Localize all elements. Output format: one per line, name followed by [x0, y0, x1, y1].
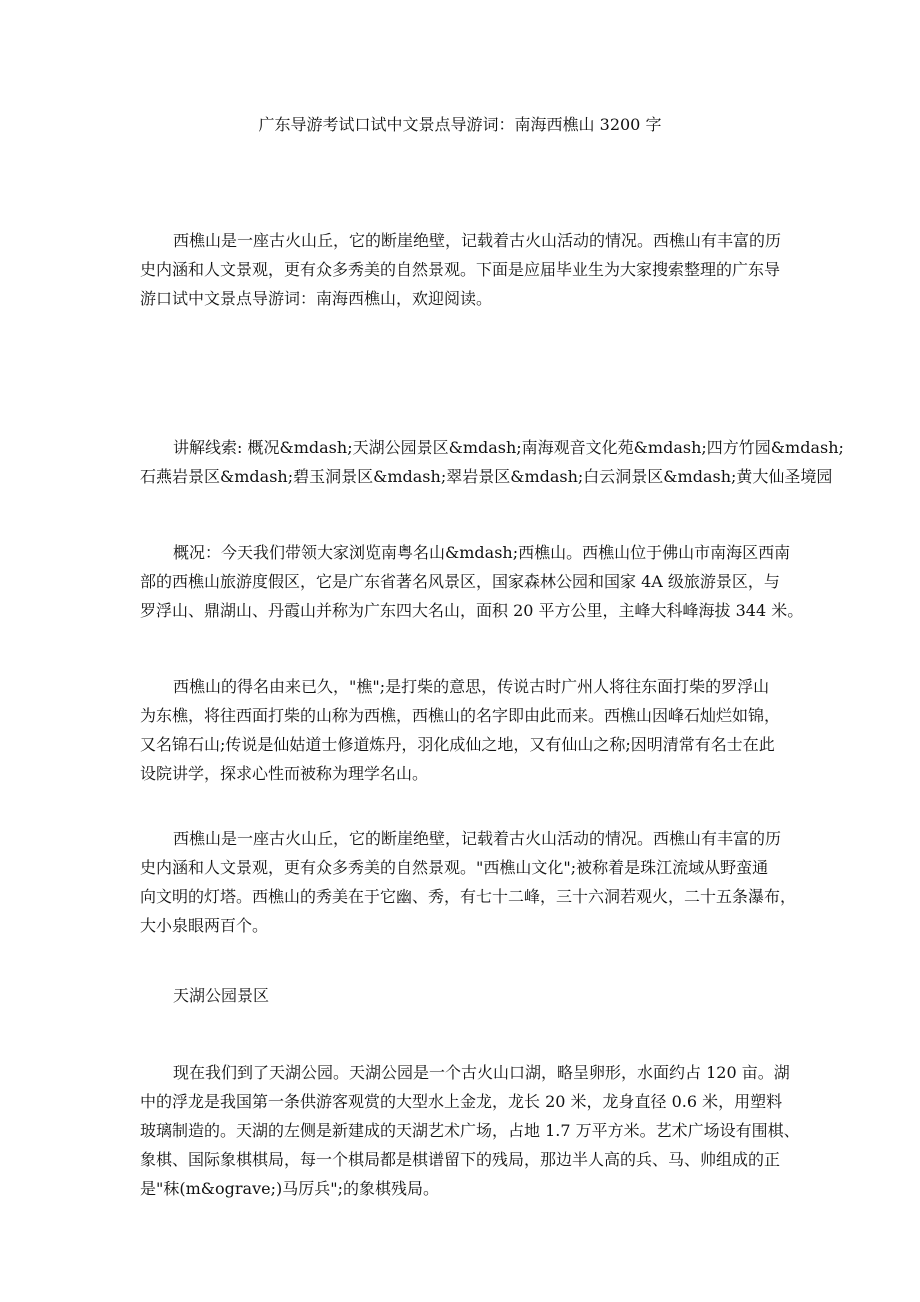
paragraph-name-origin [140, 672, 800, 788]
text-line: 西樵山是一座古火山丘，它的断崖绝壁，记载着古火山活动的情况。西樵山有丰富的历 [173, 231, 782, 250]
text-line: 是"秣(m&ograve;)马厉兵";的象棋残局。 [140, 1179, 439, 1198]
text-line: 向文明的灯塔。西樵山的秀美在于它幽、秀，有七十二峰，三十六洞若观火，二十五条瀑布， [140, 887, 797, 906]
text-line: 西樵山的得名由来已久，"樵";是打柴的意思，传说古时广州人将往东面打柴的罗浮山 [173, 677, 770, 696]
paragraph-tianhu-park [140, 1058, 800, 1203]
text-line: 设院讲学，探求心性而被称为理学名山。 [140, 764, 429, 783]
text-line: 史内涵和人文景观，更有众多秀美的自然景观。下面是应届毕业生为大家搜索整理的广东导 [140, 260, 781, 279]
text-line: 又名锦石山;传说是仙姑道士修道炼丹，羽化成仙之地，又有仙山之称;因明清常有名士在此 [140, 735, 775, 754]
paragraph-culture [140, 824, 800, 940]
text-line: 游口试中文景点导游词：南海西樵山，欢迎阅读。 [140, 289, 493, 308]
text-line: 玻璃制造的。天湖的左侧是新建成的天湖艺术广场，占地 1.7 万平方米。艺术广场设有围棋、 [140, 1121, 800, 1140]
text-line: 史内涵和人文景观，更有众多秀美的自然景观。"西樵山文化";被称着是珠江流域从野蛮通 [140, 858, 769, 877]
text-line: 讲解线索: 概况&mdash;天湖公园景区&mdash;南海观音文化苑&mdash;四方竹园&mdash; [173, 438, 844, 457]
text-line: 西樵山是一座古火山丘，它的断崖绝壁，记载着古火山活动的情况。西樵山有丰富的历 [173, 829, 782, 848]
text-line: 大小泉眼两百个。 [140, 916, 269, 935]
text-line: 石燕岩景区&mdash;碧玉洞景区&mdash;翠岩景区&mdash;白云洞景区&mdash;黄大仙圣境园 [140, 467, 833, 486]
section-heading: 天湖公园景区 [173, 986, 270, 1005]
text-line: 部的西樵山旅游度假区，它是广东省著名风景区，国家森林公园和国家 4A 级旅游景区，与 [140, 572, 780, 591]
text-line: 概况：今天我们带领大家浏览南粤名山&mdash;西樵山。西樵山位于佛山市南海区西南 [173, 543, 791, 562]
paragraph-intro [140, 226, 800, 313]
text-line: 为东樵，将往西面打柴的山称为西樵，西樵山的名字即由此而来。西樵山因峰石灿烂如锦， [140, 706, 781, 725]
document-title: 广东导游考试口试中文景点导游词：南海西樵山 3200 字 [258, 115, 662, 134]
text-line: 现在我们到了天湖公园。天湖公园是一个古火山口湖，略呈卵形，水面约占 120 亩。湖 [173, 1063, 790, 1082]
text-line: 中的浮龙是我国第一条供游客观赏的大型水上金龙，龙长 20 米，龙身直径 0.6 米，用塑料 [140, 1092, 783, 1111]
paragraph-route [140, 433, 844, 491]
paragraph-overview [140, 538, 804, 625]
text-line: 罗浮山、鼎湖山、丹霞山并称为广东四大名山，面积 20 平方公里，主峰大科峰海拔 344 米。 [140, 601, 804, 620]
text-line: 象棋、国际象棋棋局，每一个棋局都是棋谱留下的残局，那边半人高的兵、马、帅组成的正 [140, 1150, 781, 1169]
